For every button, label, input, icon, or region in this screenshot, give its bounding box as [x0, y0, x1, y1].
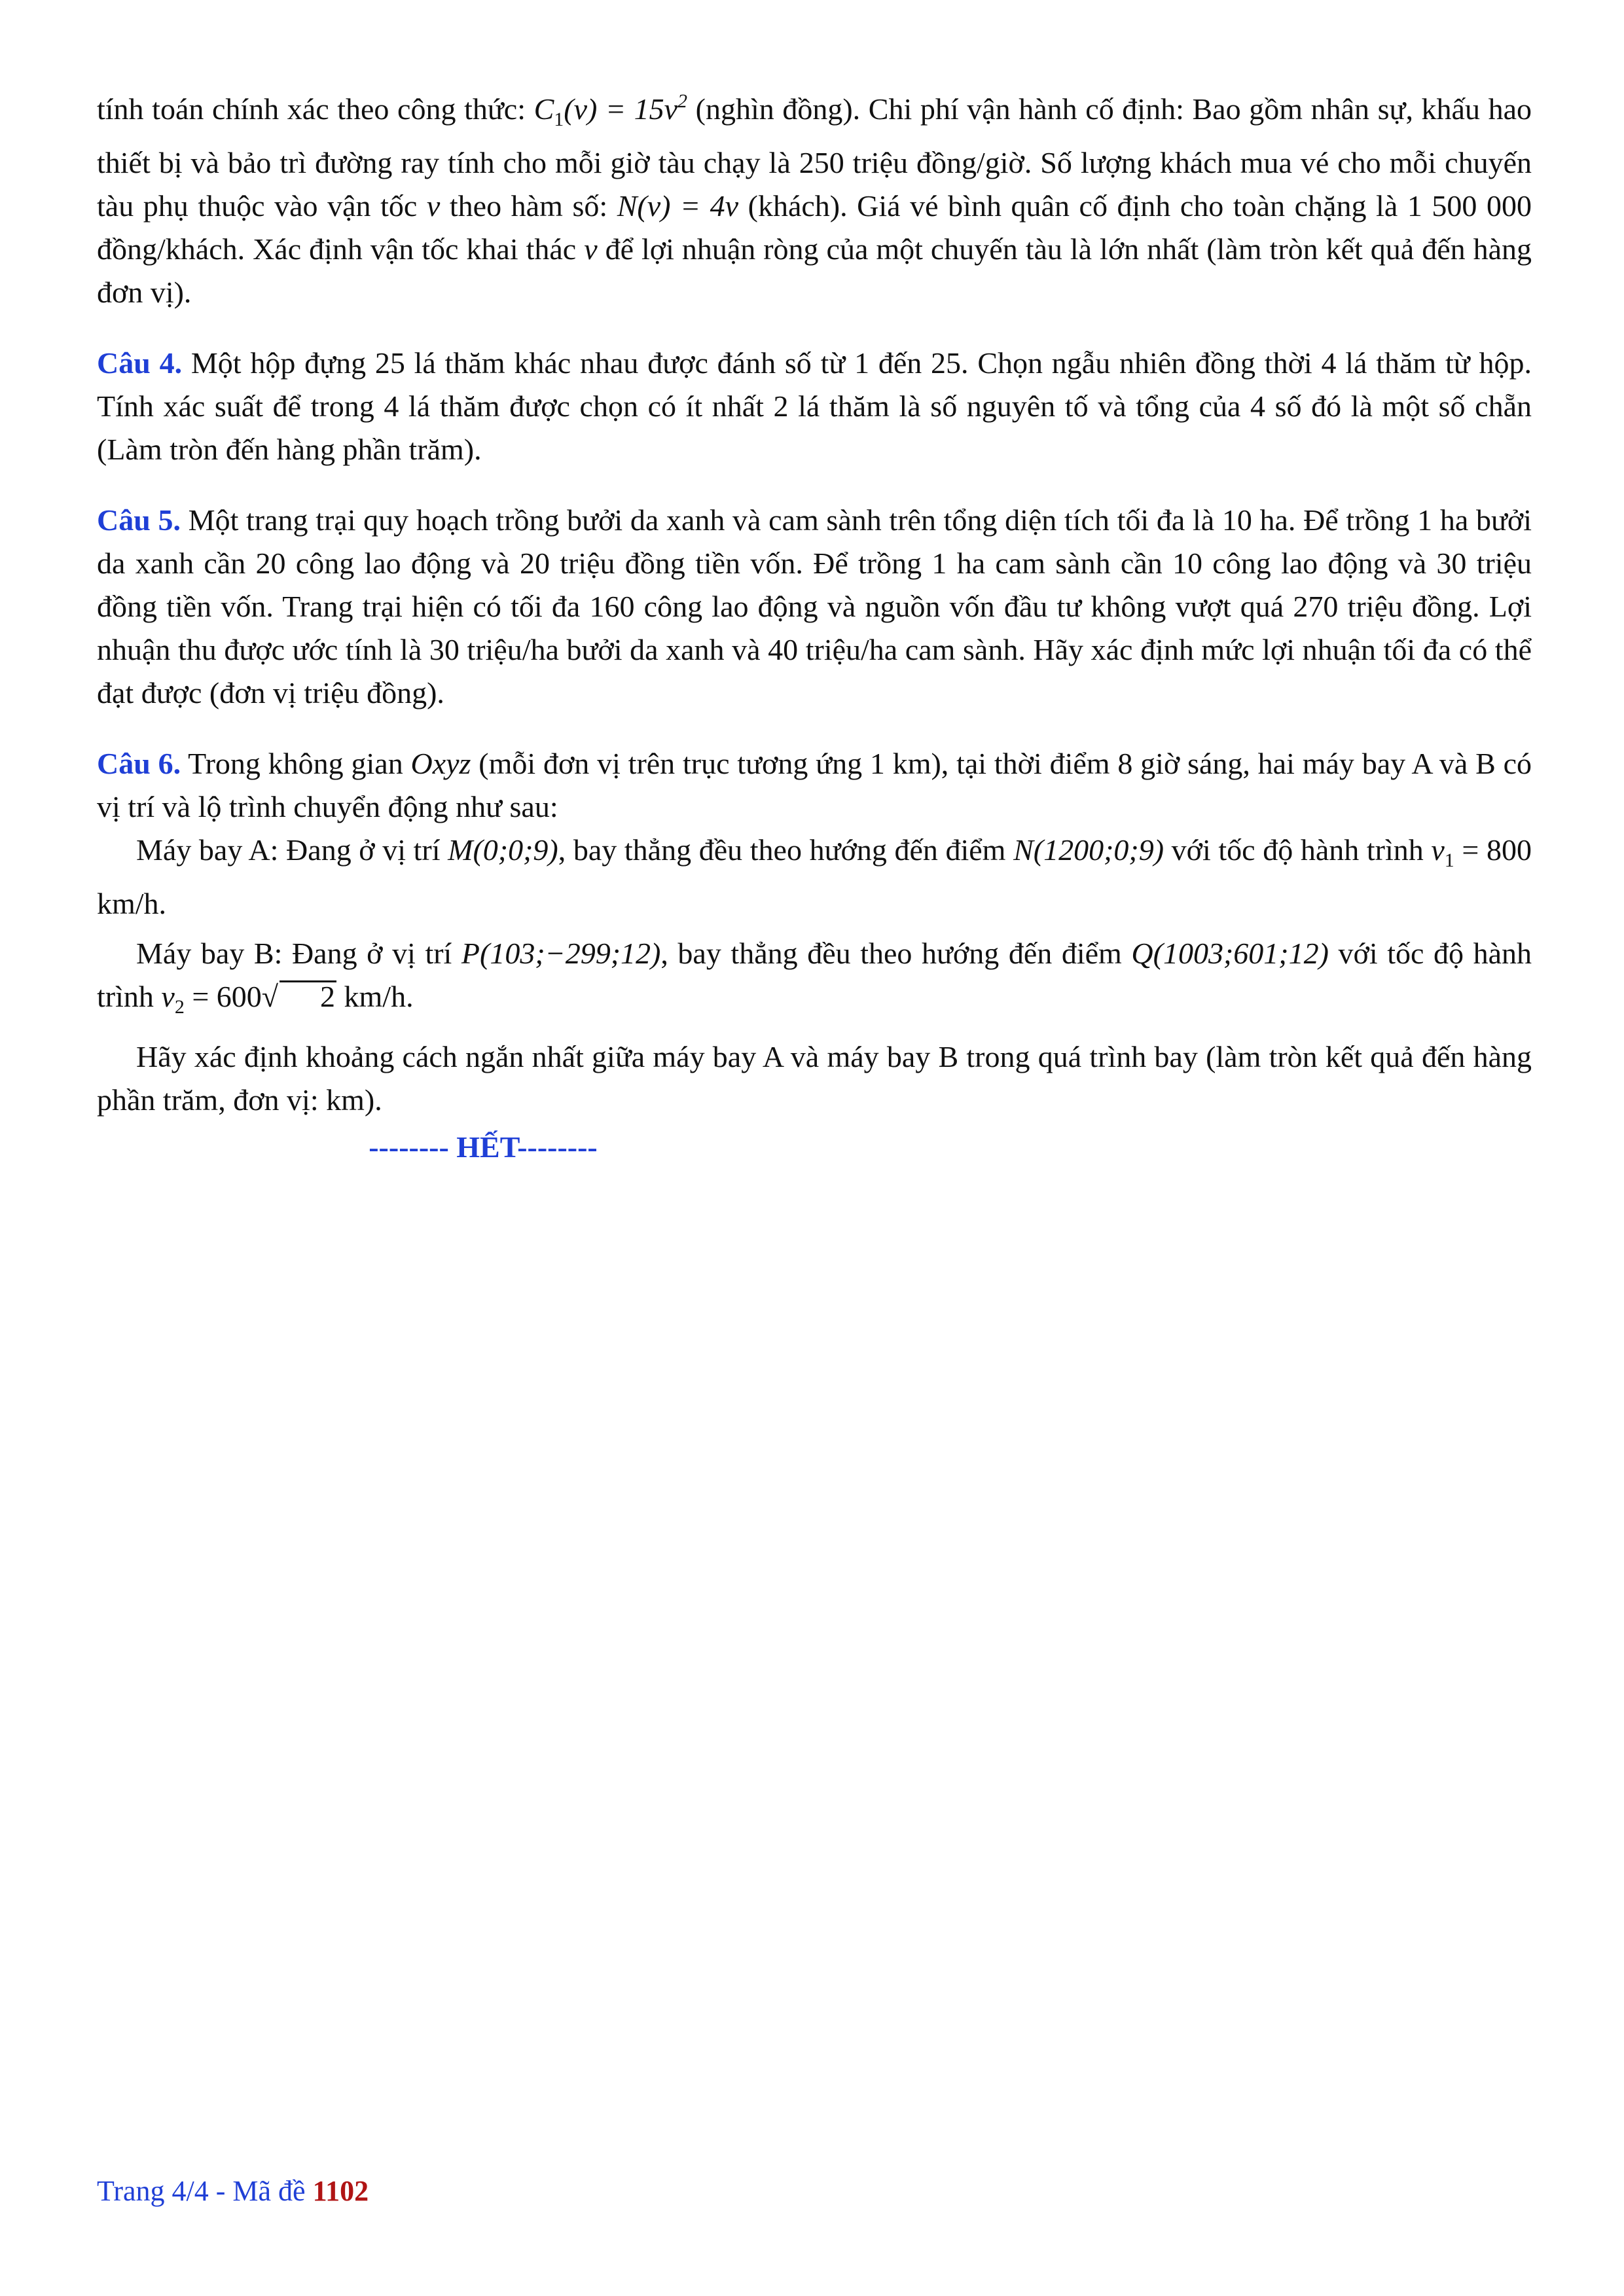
- question-label: Câu 5.: [97, 503, 181, 537]
- page-number: Trang 4/4 - Mã đề: [97, 2175, 313, 2207]
- exam-content: [97, 80, 1532, 1169]
- page-footer: [97, 2174, 369, 2208]
- sqrt-radicand: 2: [280, 980, 336, 1011]
- question-label: Câu 4.: [97, 346, 183, 380]
- question-6-intro: Câu 6. Trong không gian Oxyz (mỗi đơn vị trên trục tương ứng 1 km), tại thời điểm 8 giờ sáng, hai máy bay A và B có vị trí và lộ trình chuyển động như sau:: [97, 747, 1532, 823]
- plane-a-description: Máy bay A: Đang ở vị trí M(0;0;9), bay thẳng đều theo hướng đến điểm N(1200;0;9) với tốc độ hành trình $v_1 = 800$ km/h.: [97, 833, 1532, 920]
- cost-formula: $C_1(v) = 15v^2$: [533, 90, 688, 130]
- passenger-formula: N(v) = 4v: [617, 189, 739, 223]
- exam-code: 1102: [312, 2175, 369, 2207]
- question-5: Câu 5. Một trang trại quy hoạch trồng bưởi da xanh và cam sành trên tổng diện tích tối đa là 10 ha. Để trồng 1 ha bưởi da xanh cần 20 công lao động và 20 triệu đồng tiền vốn. Để trồng 1 ha cam sành cần 10 công lao động và 30 triệu đồng tiền vốn. Trang trại hiện có tối đa 160 công lao động và nguồn vốn đầu tư không vượt quá 270 triệu đồng. Lợi nhuận thu được ước tính là 30 triệu/ha bưởi da xanh và 40 triệu/ha cam sành. Hãy xác định mức lợi nhuận tối đa có thể đạt được (đơn vị triệu đồng).: [97, 503, 1532, 709]
- question-4: Câu 4. Một hộp đựng 25 lá thăm khác nhau được đánh số từ 1 đến 25. Chọn ngẫu nhiên đồng thời 4 lá thăm từ hộp. Tính xác suất để trong 4 lá thăm được chọn có ít nhất 2 lá thăm là số nguyên tố và tổng của 4 số đó là một số chẵn (Làm tròn đến hàng phần trăm).: [97, 346, 1532, 466]
- plane-b-description: Máy bay B: Đang ở vị trí P(103;−299;12), bay thẳng đều theo hướng đến điểm Q(1003;601;12) với tốc độ hành trình $v_2 = 600√$ 2 km/h.: [97, 937, 1532, 1018]
- end-marker: -------- HẾT--------: [369, 1130, 598, 1164]
- question-3-continuation: tính toán chính xác theo công thức: $C_1(v) = 15v^2$ (nghìn đồng). Chi phí vận hành cố định: Bao gồm nhân sự, khấu hao thiết bị và bảo trì đường ray tính cho mỗi giờ tàu chạy là 250 triệu đồng/giờ. Số lượng khách mua vé cho mỗi chuyến tàu phụ thuộc vào vận tốc v theo hàm số: N(v) = 4v (khách). Giá vé bình quân cố định cho toàn chặng là 1 500 000 đồng/khách. Xác định vận tốc khai thác v để lợi nhuận ròng của một chuyến tàu là lớn nhất (làm tròn kết quả đến hàng đơn vị).: [97, 90, 1532, 309]
- question-6-ask: Hãy xác định khoảng cách ngắn nhất giữa máy bay A và máy bay B trong quá trình bay (làm tròn kết quả đến hàng phần trăm, đơn vị: km).: [97, 1040, 1532, 1117]
- question-label: Câu 6.: [97, 747, 181, 780]
